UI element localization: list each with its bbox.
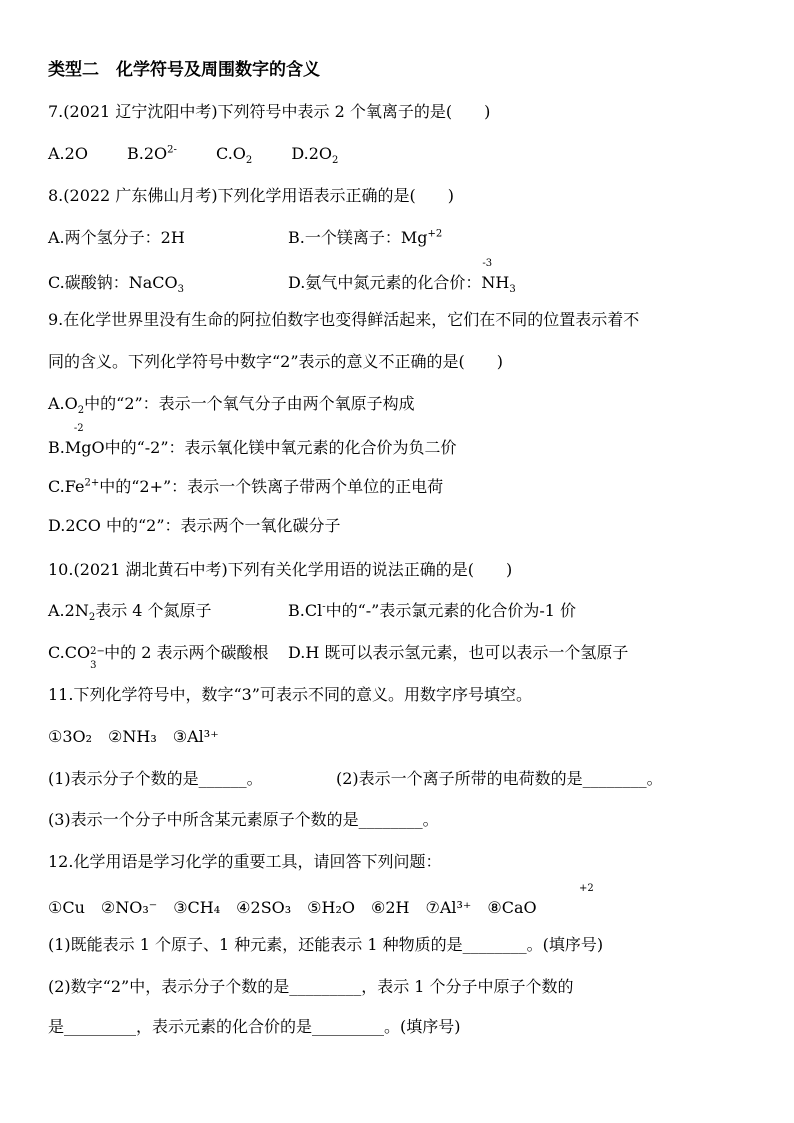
q8-option-a: A.两个氢分子：2H	[48, 228, 185, 247]
q10-option-d: D.H 既可以表示氢元素，也可以表示一个氢原子	[288, 643, 629, 662]
q10-stem: 10.(2021 湖北黄石中考)下列有关化学用语的说法正确的是( )	[48, 560, 513, 579]
q12-part2-line2: 是_________，表示元素的化合价的是_________。(填序号)	[48, 1017, 461, 1036]
q7-stem: 7.(2021 辽宁沈阳中考)下列符号中表示 2 个氧离子的是( )	[48, 102, 491, 121]
q7-option-a: A.2O	[48, 144, 88, 163]
q9-option-d: D.2CO 中的“2”：表示两个一氧化碳分子	[48, 516, 341, 535]
q9-option-b: B. -2 MgO中的“-2”：表示氧化镁中氧元素的化合价为负二价	[48, 423, 457, 457]
q12-items: ①Cu ②NO₃⁻ ③CH₄ ④2SO₃ ⑤H₂O ⑥2H ⑦Al³⁺ ⑧CaO	[48, 898, 537, 917]
q7-options	[48, 144, 339, 167]
q7-option-b: $B.2O^{2-}$	[127, 144, 177, 163]
q10-option-b: B.Cl-中的“-”表示氯元素的化合价为-1 价	[288, 601, 577, 620]
q11-part2: (2)表示一个离子所带的电荷数的是________。	[336, 769, 663, 788]
q9-option-c: $C.Fe^{2+}$中的“2+”：表示一个铁离子带两个单位的正电荷	[48, 477, 444, 496]
section-title: 类型二 化学符号及周围数字的含义	[48, 60, 320, 80]
q12-part1: (1)既能表示 1 个原子、1 种元素，还能表示 1 种物质的是________。(填序号)	[48, 935, 604, 954]
valence-nh3: -3 $NH_3$	[481, 258, 516, 296]
q8-option-b: B.一个镁离子：$Mg^{+2}$	[288, 228, 443, 247]
valence-mgo: -2 MgO	[64, 423, 105, 457]
q9-stem-line2: 同的含义。下列化学符号中数字“2”表示的意义不正确的是( )	[48, 352, 504, 371]
q10-option-c: C.CO 2− 3 中的 2 表示两个碳酸根	[48, 643, 269, 671]
q11-stem: 11.下列化学符号中，数字“3”可表示不同的意义。用数字序号填空。	[48, 685, 532, 704]
q12-item8-valence: +2	[579, 883, 594, 894]
q9-option-a: $A.O_2$中的“2”：表示一个氧气分子由两个氧原子构成	[48, 394, 415, 417]
q12-part2-line1: (2)数字“2”中，表示分子个数的是_________，表示 1 个分子中原子个数的	[48, 977, 574, 996]
q11-items: ①3O₂ ②NH₃ ③Al³⁺	[48, 727, 219, 746]
q7-option-d: $D.2O_2$	[291, 144, 339, 167]
q12-stem: 12.化学用语是学习化学的重要工具，请回答下列问题：	[48, 852, 442, 871]
q9-stem-line1: 9.在化学世界里没有生命的阿拉伯数字也变得鲜活起来，它们在不同的位置表示着不	[48, 310, 640, 329]
q8-stem: 8.(2022 广东佛山月考)下列化学用语表示正确的是( )	[48, 186, 455, 205]
q11-part3: (3)表示一个分子中所含某元素原子个数的是________。	[48, 810, 439, 829]
q8-option-c: C.碳酸钠：NaCO$_3$	[48, 273, 185, 296]
q7-option-c: $C.O_2$	[216, 144, 253, 167]
q11-part1: (1)表示分子个数的是______。	[48, 769, 263, 788]
q10-option-a: $A.2N_2$表示 4 个氮原子	[48, 601, 212, 624]
q8-option-d: D.氨气中氮元素的化合价： -3 $NH_3$	[288, 258, 516, 296]
